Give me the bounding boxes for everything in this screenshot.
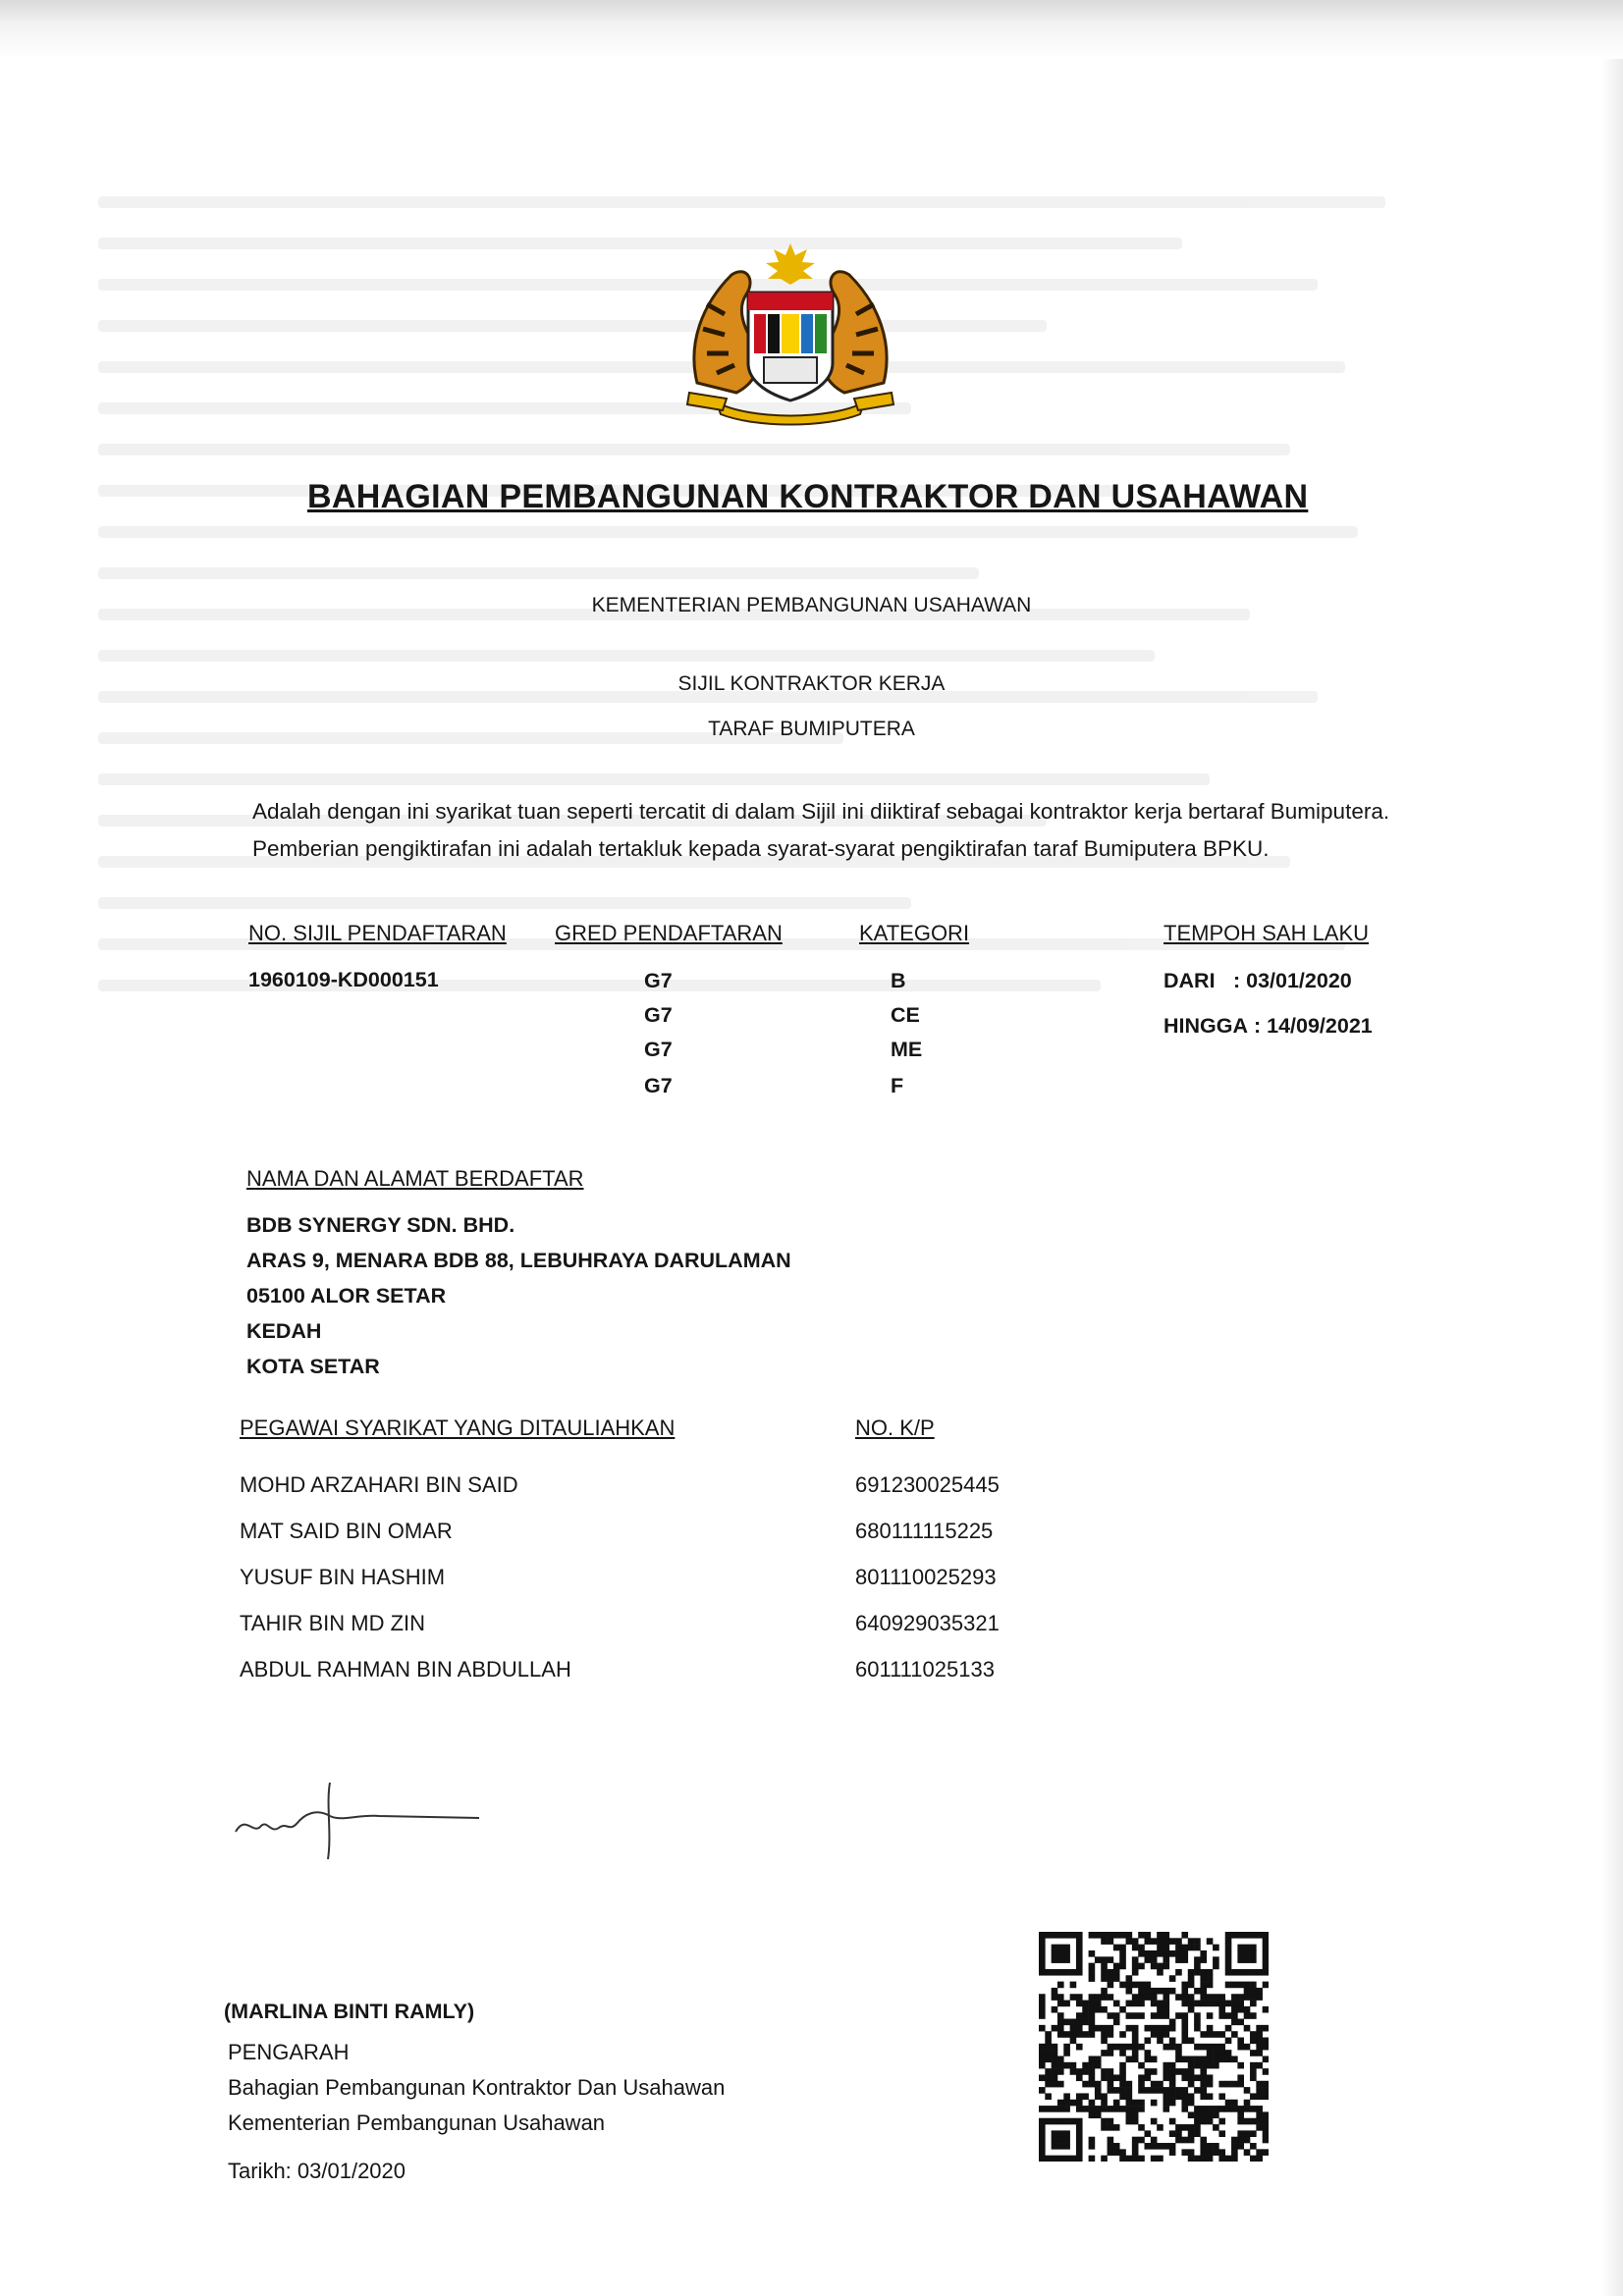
recognition-statement: Adalah dengan ini syarikat tuan seperti tercatit di dalam Sijil ini diiktiraf sebagai kontraktor kerja bertaraf Bumiputera. Pemberian pengiktirafan ini adalah tertakluk kepada syarat-syarat pengiktirafan taraf Bumiputera BPKU.: [252, 799, 1390, 861]
certificate-name: SIJIL KONTRAKTOR KERJA: [677, 672, 946, 695]
address-line: ARAS 9, MENARA BDB 88, LEBUHRAYA DARULAMAN: [246, 1249, 791, 1272]
document-title: BAHAGIAN PEMBANGUNAN KONTRAKTOR DAN USAHAWAN: [307, 478, 1309, 515]
malaysia-coat-of-arms-icon: [677, 236, 903, 427]
header-category: KATEGORI: [859, 921, 970, 945]
validity-to-label: HINGGA: [1163, 1014, 1248, 1038]
address-line: KEDAH: [246, 1319, 322, 1343]
officer-name: TAHIR BIN MD ZIN: [240, 1611, 426, 1635]
ic-header: NO. K/P: [855, 1415, 935, 1440]
officer-name: ABDUL RAHMAN BIN ABDULLAH: [240, 1657, 571, 1682]
category-value: B: [891, 969, 906, 992]
officer-ic: 640929035321: [855, 1611, 1000, 1635]
header-registration-grade: GRED PENDAFTARAN: [555, 921, 783, 945]
grade-value: G7: [644, 1074, 673, 1097]
registration-number: 1960109-KD000151: [248, 968, 439, 991]
address-line: 05100 ALOR SETAR: [246, 1284, 447, 1308]
qr-code-icon: [1039, 1932, 1269, 2162]
officers-header: PEGAWAI SYARIKAT YANG DITAULIAHKAN: [240, 1415, 676, 1440]
scan-top-edge: [0, 0, 1623, 59]
category-value: F: [891, 1074, 904, 1097]
validity-from-date: : 03/01/2020: [1233, 969, 1352, 992]
signatory-division: Bahagian Pembangunan Kontraktor Dan Usahawan: [228, 2075, 726, 2100]
grade-value: G7: [644, 969, 673, 992]
category-value: CE: [891, 1003, 920, 1027]
officer-ic: 691230025445: [855, 1472, 1000, 1497]
officer-ic: 801110025293: [855, 1565, 997, 1589]
validity-to-date: : 14/09/2021: [1254, 1014, 1373, 1038]
header-validity: TEMPOH SAH LAKU: [1163, 921, 1370, 945]
header-registration-no: NO. SIJIL PENDAFTARAN: [248, 921, 507, 945]
signatory-position: PENGARAH: [228, 2040, 350, 2064]
issue-date: Tarikh: 03/01/2020: [228, 2159, 406, 2183]
signatory-ministry: Kementerian Pembangunan Usahawan: [228, 2110, 606, 2135]
address-line: KOTA SETAR: [246, 1355, 380, 1378]
officer-name: MOHD ARZAHARI BIN SAID: [240, 1472, 518, 1497]
grade-value: G7: [644, 1003, 673, 1027]
validity-from-label: DARI: [1163, 969, 1216, 992]
scan-right-edge: [1601, 59, 1623, 2296]
ministry-name: KEMENTERIAN PEMBANGUNAN USAHAWAN: [591, 594, 1032, 616]
address-header: NAMA DAN ALAMAT BERDAFTAR: [246, 1166, 584, 1191]
grade-value: G7: [644, 1038, 673, 1061]
company-name: BDB SYNERGY SDN. BHD.: [246, 1213, 515, 1237]
signatory-name: (MARLINA BINTI RAMLY): [224, 2000, 475, 2023]
officer-ic: 680111115225: [855, 1519, 994, 1543]
signature-icon: [232, 1775, 487, 1863]
officer-name: YUSUF BIN HASHIM: [240, 1565, 446, 1589]
certificate-status: TARAF BUMIPUTERA: [708, 718, 915, 740]
officer-ic: 601111025133: [855, 1657, 995, 1682]
officer-name: MAT SAID BIN OMAR: [240, 1519, 453, 1543]
category-value: ME: [891, 1038, 923, 1061]
